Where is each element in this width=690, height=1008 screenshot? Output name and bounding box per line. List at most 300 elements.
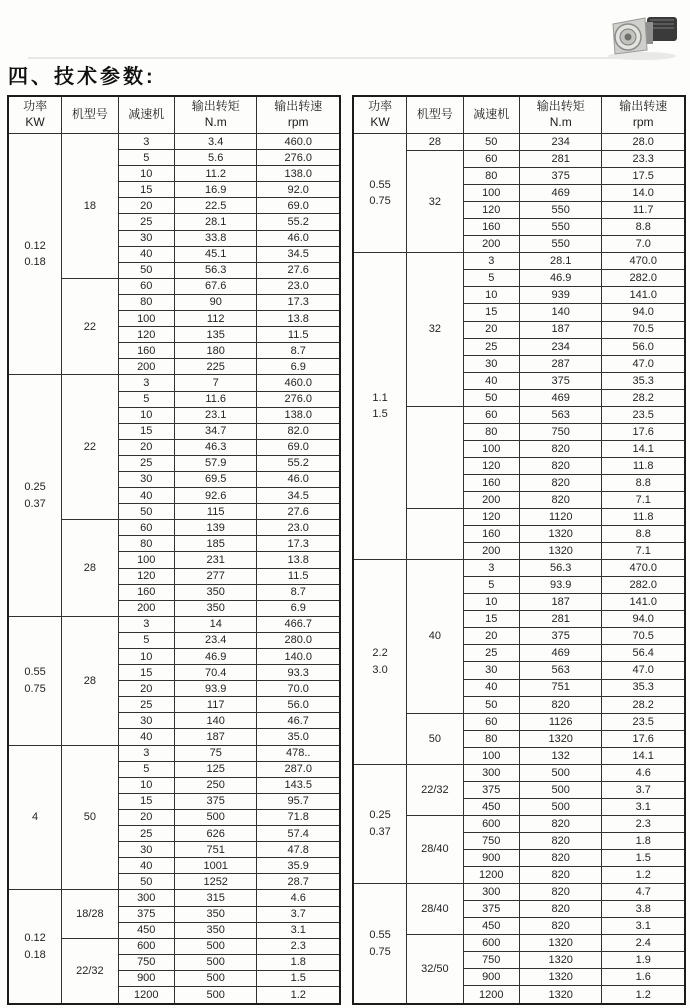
torque-cell: 375 bbox=[519, 168, 602, 185]
ratio-cell: 160 bbox=[118, 343, 174, 359]
torque-cell: 1320 bbox=[519, 526, 602, 543]
ratio-cell: 80 bbox=[118, 536, 174, 552]
torque-cell: 820 bbox=[519, 867, 602, 884]
speed-cell: 7.1 bbox=[602, 543, 685, 560]
torque-cell: 751 bbox=[174, 842, 257, 858]
torque-cell: 112 bbox=[174, 311, 257, 327]
ratio-cell: 40 bbox=[463, 679, 519, 696]
speed-cell: 55.2 bbox=[257, 214, 340, 230]
torque-cell: 820 bbox=[519, 832, 602, 849]
speed-cell: 70.5 bbox=[602, 628, 685, 645]
torque-cell: 315 bbox=[174, 890, 257, 906]
torque-cell: 3.4 bbox=[174, 134, 257, 150]
ratio-cell: 160 bbox=[463, 526, 519, 543]
torque-cell: 500 bbox=[519, 798, 602, 815]
speed-cell: 1.5 bbox=[257, 970, 340, 986]
torque-cell: 375 bbox=[519, 372, 602, 389]
table-row bbox=[8, 745, 340, 761]
torque-cell: 125 bbox=[174, 761, 257, 777]
spec-table-right bbox=[352, 95, 686, 1005]
speed-cell: 3.8 bbox=[602, 901, 685, 918]
torque-cell: 500 bbox=[519, 781, 602, 798]
divider-rule bbox=[28, 57, 668, 59]
torque-cell: 500 bbox=[174, 938, 257, 954]
torque-cell: 57.9 bbox=[174, 455, 257, 471]
table-row bbox=[353, 253, 685, 270]
ratio-cell: 1200 bbox=[463, 867, 519, 884]
torque-cell: 500 bbox=[174, 809, 257, 825]
ratio-cell: 600 bbox=[463, 935, 519, 952]
torque-cell: 115 bbox=[174, 504, 257, 520]
speed-cell: 1.5 bbox=[602, 849, 685, 866]
col-header-power: 功率 KW bbox=[353, 96, 407, 134]
torque-cell: 820 bbox=[519, 884, 602, 901]
col-header-model: 机型号 bbox=[62, 96, 118, 134]
ratio-cell: 40 bbox=[118, 246, 174, 262]
speed-cell: 27.6 bbox=[257, 504, 340, 520]
col-header-reducer: 减速机 bbox=[118, 96, 174, 134]
power-cell: 2.2 3.0 bbox=[353, 560, 407, 765]
header-row bbox=[353, 96, 685, 134]
speed-cell: 82.0 bbox=[257, 423, 340, 439]
speed-cell: 1.2 bbox=[257, 986, 340, 1004]
model-cell: 28/40 bbox=[407, 884, 463, 935]
header-row bbox=[8, 96, 340, 134]
speed-cell: 69.0 bbox=[257, 439, 340, 455]
ratio-cell: 450 bbox=[463, 798, 519, 815]
ratio-cell: 40 bbox=[118, 488, 174, 504]
speed-cell: 8.7 bbox=[257, 343, 340, 359]
speed-cell: 460.0 bbox=[257, 134, 340, 150]
torque-cell: 180 bbox=[174, 343, 257, 359]
table-row bbox=[8, 375, 340, 391]
speed-cell: 7.1 bbox=[602, 491, 685, 508]
ratio-cell: 30 bbox=[463, 662, 519, 679]
ratio-cell: 30 bbox=[118, 230, 174, 246]
torque-cell: 14 bbox=[174, 616, 257, 632]
ratio-cell: 50 bbox=[118, 262, 174, 278]
speed-cell: 95.7 bbox=[257, 793, 340, 809]
speed-cell: 143.5 bbox=[257, 777, 340, 793]
ratio-cell: 3 bbox=[463, 253, 519, 270]
torque-cell: 132 bbox=[519, 747, 602, 764]
speed-cell: 56.0 bbox=[602, 338, 685, 355]
speed-cell: 14.0 bbox=[602, 185, 685, 202]
speed-cell: 287.0 bbox=[257, 761, 340, 777]
ratio-cell: 60 bbox=[463, 151, 519, 168]
model-cell bbox=[407, 406, 463, 508]
speed-cell: 276.0 bbox=[257, 391, 340, 407]
torque-cell: 500 bbox=[174, 970, 257, 986]
torque-cell: 11.6 bbox=[174, 391, 257, 407]
speed-cell: 46.7 bbox=[257, 713, 340, 729]
torque-cell: 187 bbox=[519, 594, 602, 611]
ratio-cell: 20 bbox=[463, 628, 519, 645]
torque-cell: 28.1 bbox=[519, 253, 602, 270]
torque-cell: 5.6 bbox=[174, 150, 257, 166]
ratio-cell: 1200 bbox=[463, 986, 519, 1004]
speed-cell: 35.9 bbox=[257, 858, 340, 874]
model-cell: 18/28 bbox=[62, 890, 118, 938]
ratio-cell: 30 bbox=[118, 842, 174, 858]
table-row bbox=[8, 134, 340, 150]
speed-cell: 34.5 bbox=[257, 488, 340, 504]
ratio-cell: 3 bbox=[463, 560, 519, 577]
speed-cell: 460.0 bbox=[257, 375, 340, 391]
torque-cell: 45.1 bbox=[174, 246, 257, 262]
speed-cell: 28.2 bbox=[602, 389, 685, 406]
ratio-cell: 120 bbox=[463, 202, 519, 219]
speed-cell: 28.2 bbox=[602, 696, 685, 713]
torque-cell: 234 bbox=[519, 338, 602, 355]
speed-cell: 6.9 bbox=[257, 359, 340, 375]
ratio-cell: 200 bbox=[463, 543, 519, 560]
table-row bbox=[353, 134, 685, 151]
speed-cell: 27.6 bbox=[257, 262, 340, 278]
table-row bbox=[353, 764, 685, 781]
ratio-cell: 40 bbox=[118, 858, 174, 874]
ratio-cell: 600 bbox=[118, 938, 174, 954]
ratio-cell: 750 bbox=[118, 954, 174, 970]
speed-cell: 94.0 bbox=[602, 611, 685, 628]
speed-cell: 282.0 bbox=[602, 577, 685, 594]
ratio-cell: 15 bbox=[118, 423, 174, 439]
speed-cell: 138.0 bbox=[257, 407, 340, 423]
torque-cell: 820 bbox=[519, 849, 602, 866]
speed-cell: 35.3 bbox=[602, 679, 685, 696]
speed-cell: 141.0 bbox=[602, 287, 685, 304]
ratio-cell: 60 bbox=[463, 713, 519, 730]
power-cell: 0.12 0.18 bbox=[8, 134, 62, 375]
torque-cell: 820 bbox=[519, 491, 602, 508]
ratio-cell: 50 bbox=[118, 504, 174, 520]
ratio-cell: 120 bbox=[463, 509, 519, 526]
torque-cell: 185 bbox=[174, 536, 257, 552]
ratio-cell: 300 bbox=[118, 890, 174, 906]
col-header-speed: 输出转速 rpm bbox=[602, 96, 685, 134]
torque-cell: 90 bbox=[174, 294, 257, 310]
ratio-cell: 100 bbox=[118, 311, 174, 327]
speed-cell: 56.4 bbox=[602, 645, 685, 662]
ratio-cell: 25 bbox=[118, 214, 174, 230]
model-cell: 28/40 bbox=[407, 815, 463, 883]
torque-cell: 187 bbox=[174, 729, 257, 745]
torque-cell: 22.5 bbox=[174, 198, 257, 214]
speed-cell: 13.8 bbox=[257, 552, 340, 568]
torque-cell: 281 bbox=[519, 151, 602, 168]
speed-cell: 7.0 bbox=[602, 236, 685, 253]
torque-cell: 140 bbox=[174, 713, 257, 729]
speed-cell: 46.0 bbox=[257, 471, 340, 487]
speed-cell: 280.0 bbox=[257, 632, 340, 648]
torque-cell: 820 bbox=[519, 440, 602, 457]
power-cell: 0.25 0.37 bbox=[353, 764, 407, 883]
speed-cell: 11.7 bbox=[602, 202, 685, 219]
ratio-cell: 200 bbox=[463, 236, 519, 253]
ratio-cell: 15 bbox=[463, 611, 519, 628]
speed-cell: 1.2 bbox=[602, 986, 685, 1004]
ratio-cell: 10 bbox=[463, 287, 519, 304]
ratio-cell: 80 bbox=[118, 294, 174, 310]
ratio-cell: 600 bbox=[463, 815, 519, 832]
torque-cell: 231 bbox=[174, 552, 257, 568]
torque-cell: 820 bbox=[519, 474, 602, 491]
ratio-cell: 20 bbox=[118, 681, 174, 697]
torque-cell: 46.3 bbox=[174, 439, 257, 455]
ratio-cell: 450 bbox=[463, 918, 519, 935]
ratio-cell: 120 bbox=[118, 327, 174, 343]
ratio-cell: 3 bbox=[118, 745, 174, 761]
torque-cell: 69.5 bbox=[174, 471, 257, 487]
ratio-cell: 120 bbox=[118, 568, 174, 584]
ratio-cell: 40 bbox=[118, 729, 174, 745]
ratio-cell: 80 bbox=[463, 730, 519, 747]
speed-cell: 141.0 bbox=[602, 594, 685, 611]
speed-cell: 282.0 bbox=[602, 270, 685, 287]
col-header-speed: 输出转速 rpm bbox=[257, 96, 340, 134]
torque-cell: 67.6 bbox=[174, 278, 257, 294]
ratio-cell: 750 bbox=[463, 952, 519, 969]
speed-cell: 93.3 bbox=[257, 665, 340, 681]
ratio-cell: 3 bbox=[118, 134, 174, 150]
torque-cell: 140 bbox=[519, 304, 602, 321]
torque-cell: 93.9 bbox=[519, 577, 602, 594]
speed-cell: 47.8 bbox=[257, 842, 340, 858]
torque-cell: 33.8 bbox=[174, 230, 257, 246]
ratio-cell: 80 bbox=[463, 168, 519, 185]
torque-cell: 225 bbox=[174, 359, 257, 375]
speed-cell: 3.7 bbox=[602, 781, 685, 798]
ratio-cell: 20 bbox=[463, 321, 519, 338]
ratio-cell: 200 bbox=[118, 600, 174, 616]
torque-cell: 46.9 bbox=[174, 649, 257, 665]
ratio-cell: 160 bbox=[463, 219, 519, 236]
ratio-cell: 60 bbox=[118, 520, 174, 536]
speed-cell: 3.7 bbox=[257, 906, 340, 922]
ratio-cell: 200 bbox=[118, 359, 174, 375]
ratio-cell: 300 bbox=[463, 884, 519, 901]
speed-cell: 69.0 bbox=[257, 198, 340, 214]
ratio-cell: 5 bbox=[118, 150, 174, 166]
torque-cell: 139 bbox=[174, 520, 257, 536]
ratio-cell: 30 bbox=[118, 471, 174, 487]
power-cell: 4 bbox=[8, 745, 62, 890]
speed-cell: 92.0 bbox=[257, 182, 340, 198]
speed-cell: 1.8 bbox=[602, 832, 685, 849]
speed-cell: 4.6 bbox=[602, 764, 685, 781]
speed-cell: 17.3 bbox=[257, 536, 340, 552]
ratio-cell: 5 bbox=[118, 632, 174, 648]
ratio-cell: 50 bbox=[118, 874, 174, 890]
speed-cell: 2.3 bbox=[257, 938, 340, 954]
speed-cell: 3.1 bbox=[602, 798, 685, 815]
speed-cell: 23.0 bbox=[257, 520, 340, 536]
torque-cell: 820 bbox=[519, 918, 602, 935]
speed-cell: 8.8 bbox=[602, 474, 685, 491]
torque-cell: 469 bbox=[519, 185, 602, 202]
col-header-model: 机型号 bbox=[407, 96, 463, 134]
spec-table-left bbox=[7, 95, 341, 1005]
col-header-torque: 输出转矩 N.m bbox=[519, 96, 602, 134]
model-cell: 32 bbox=[407, 253, 463, 406]
speed-cell: 47.0 bbox=[602, 355, 685, 372]
torque-cell: 469 bbox=[519, 389, 602, 406]
model-cell: 50 bbox=[62, 745, 118, 890]
ratio-cell: 375 bbox=[463, 781, 519, 798]
torque-cell: 350 bbox=[174, 584, 257, 600]
torque-cell: 550 bbox=[519, 219, 602, 236]
torque-cell: 46.9 bbox=[519, 270, 602, 287]
speed-cell: 4.7 bbox=[602, 884, 685, 901]
speed-cell: 34.5 bbox=[257, 246, 340, 262]
torque-cell: 469 bbox=[519, 645, 602, 662]
speed-cell: 17.5 bbox=[602, 168, 685, 185]
torque-cell: 350 bbox=[174, 906, 257, 922]
torque-cell: 375 bbox=[519, 628, 602, 645]
speed-cell: 138.0 bbox=[257, 166, 340, 182]
torque-cell: 23.4 bbox=[174, 632, 257, 648]
torque-cell: 287 bbox=[519, 355, 602, 372]
ratio-cell: 15 bbox=[118, 793, 174, 809]
ratio-cell: 25 bbox=[463, 338, 519, 355]
speed-cell: 46.0 bbox=[257, 230, 340, 246]
torque-cell: 92.6 bbox=[174, 488, 257, 504]
torque-cell: 500 bbox=[519, 764, 602, 781]
torque-cell: 1320 bbox=[519, 730, 602, 747]
torque-cell: 820 bbox=[519, 457, 602, 474]
torque-cell: 375 bbox=[174, 793, 257, 809]
torque-cell: 626 bbox=[174, 826, 257, 842]
torque-cell: 1320 bbox=[519, 969, 602, 986]
speed-cell: 14.1 bbox=[602, 440, 685, 457]
model-cell: 50 bbox=[407, 713, 463, 764]
torque-cell: 750 bbox=[519, 423, 602, 440]
torque-cell: 56.3 bbox=[519, 560, 602, 577]
torque-cell: 135 bbox=[174, 327, 257, 343]
ratio-cell: 5 bbox=[118, 761, 174, 777]
power-cell: 0.55 0.75 bbox=[8, 616, 62, 745]
speed-cell: 23.5 bbox=[602, 713, 685, 730]
torque-cell: 1320 bbox=[519, 952, 602, 969]
ratio-cell: 50 bbox=[463, 389, 519, 406]
torque-cell: 281 bbox=[519, 611, 602, 628]
ratio-cell: 900 bbox=[463, 849, 519, 866]
speed-cell: 17.6 bbox=[602, 730, 685, 747]
speed-cell: 4.6 bbox=[257, 890, 340, 906]
ratio-cell: 100 bbox=[463, 747, 519, 764]
ratio-cell: 10 bbox=[118, 407, 174, 423]
model-cell: 32/50 bbox=[407, 935, 463, 1004]
torque-cell: 350 bbox=[174, 600, 257, 616]
ratio-cell: 900 bbox=[463, 969, 519, 986]
ratio-cell: 25 bbox=[118, 826, 174, 842]
ratio-cell: 160 bbox=[118, 584, 174, 600]
torque-cell: 75 bbox=[174, 745, 257, 761]
torque-cell: 28.1 bbox=[174, 214, 257, 230]
speed-cell: 47.0 bbox=[602, 662, 685, 679]
ratio-cell: 20 bbox=[118, 439, 174, 455]
model-cell: 22 bbox=[62, 278, 118, 375]
speed-cell: 71.8 bbox=[257, 809, 340, 825]
speed-cell: 1.8 bbox=[257, 954, 340, 970]
speed-cell: 17.3 bbox=[257, 294, 340, 310]
speed-cell: 17.6 bbox=[602, 423, 685, 440]
col-header-torque: 输出转矩 N.m bbox=[174, 96, 257, 134]
speed-cell: 478.. bbox=[257, 745, 340, 761]
ratio-cell: 450 bbox=[118, 922, 174, 938]
power-cell: 0.55 0.75 bbox=[353, 884, 407, 1004]
speed-cell: 28.0 bbox=[602, 134, 685, 151]
torque-cell: 1120 bbox=[519, 509, 602, 526]
speed-cell: 14.1 bbox=[602, 747, 685, 764]
power-cell: 0.55 0.75 bbox=[353, 134, 407, 253]
torque-cell: 7 bbox=[174, 375, 257, 391]
speed-cell: 35.3 bbox=[602, 372, 685, 389]
table-row bbox=[353, 560, 685, 577]
speed-cell: 11.5 bbox=[257, 568, 340, 584]
speed-cell: 3.1 bbox=[602, 918, 685, 935]
speed-cell: 94.0 bbox=[602, 304, 685, 321]
speed-cell: 6.9 bbox=[257, 600, 340, 616]
ratio-cell: 3 bbox=[118, 375, 174, 391]
model-cell: 22/32 bbox=[62, 938, 118, 1004]
torque-cell: 250 bbox=[174, 777, 257, 793]
torque-cell: 70.4 bbox=[174, 665, 257, 681]
torque-cell: 1001 bbox=[174, 858, 257, 874]
torque-cell: 1320 bbox=[519, 543, 602, 560]
speed-cell: 470.0 bbox=[602, 253, 685, 270]
speed-cell: 23.5 bbox=[602, 406, 685, 423]
speed-cell: 70.0 bbox=[257, 681, 340, 697]
speed-cell: 55.2 bbox=[257, 455, 340, 471]
torque-cell: 187 bbox=[519, 321, 602, 338]
torque-cell: 56.3 bbox=[174, 262, 257, 278]
ratio-cell: 80 bbox=[463, 423, 519, 440]
ratio-cell: 40 bbox=[463, 372, 519, 389]
ratio-cell: 10 bbox=[463, 594, 519, 611]
torque-cell: 1252 bbox=[174, 874, 257, 890]
ratio-cell: 30 bbox=[118, 713, 174, 729]
model-cell: 28 bbox=[62, 520, 118, 617]
speed-cell: 1.9 bbox=[602, 952, 685, 969]
speed-cell: 8.8 bbox=[602, 526, 685, 543]
torque-cell: 550 bbox=[519, 236, 602, 253]
ratio-cell: 25 bbox=[118, 697, 174, 713]
speed-cell: 11.8 bbox=[602, 509, 685, 526]
torque-cell: 820 bbox=[519, 696, 602, 713]
speed-cell: 470.0 bbox=[602, 560, 685, 577]
torque-cell: 234 bbox=[519, 134, 602, 151]
ratio-cell: 300 bbox=[463, 764, 519, 781]
torque-cell: 500 bbox=[174, 986, 257, 1004]
power-cell: 0.25 0.37 bbox=[8, 375, 62, 616]
speed-cell: 3.1 bbox=[257, 922, 340, 938]
speed-cell: 23.0 bbox=[257, 278, 340, 294]
torque-cell: 820 bbox=[519, 815, 602, 832]
torque-cell: 820 bbox=[519, 901, 602, 918]
ratio-cell: 20 bbox=[118, 809, 174, 825]
ratio-cell: 5 bbox=[463, 270, 519, 287]
ratio-cell: 375 bbox=[463, 901, 519, 918]
speed-cell: 1.6 bbox=[602, 969, 685, 986]
page-title: 四、技术参数: bbox=[8, 66, 156, 88]
ratio-cell: 20 bbox=[118, 198, 174, 214]
torque-cell: 563 bbox=[519, 406, 602, 423]
col-header-power: 功率 KW bbox=[8, 96, 62, 134]
speed-cell: 57.4 bbox=[257, 826, 340, 842]
speed-cell: 11.8 bbox=[602, 457, 685, 474]
ratio-cell: 60 bbox=[463, 406, 519, 423]
